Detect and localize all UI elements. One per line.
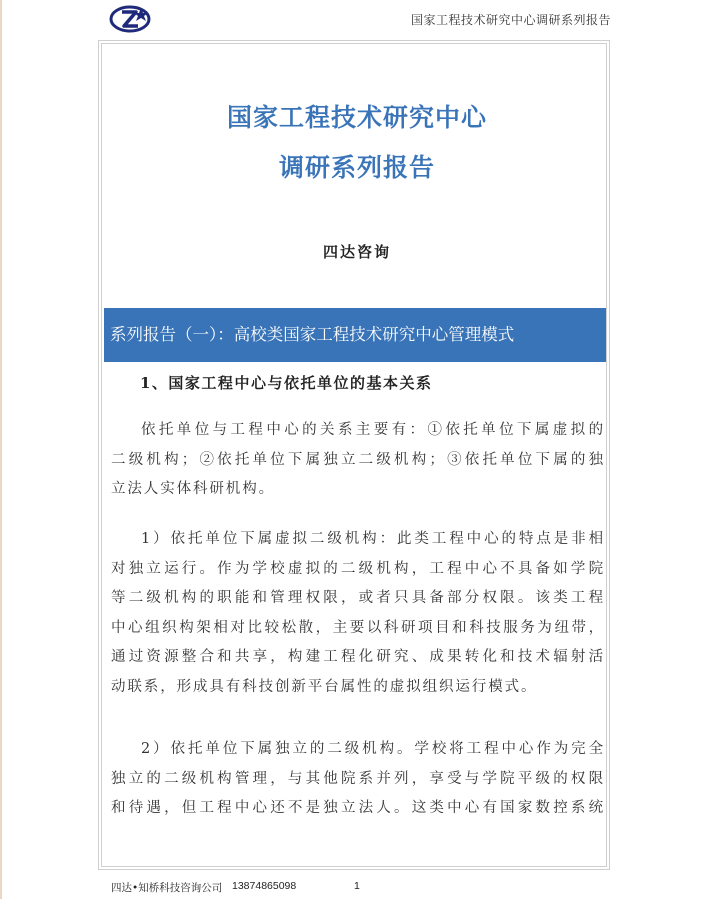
- text-line: 等二级机构的职能和管理权限，或者只具备部分权限。该类工程: [111, 590, 605, 606]
- series-banner: 系列报告（一）：高校类国家工程技术研究中心管理模式: [104, 308, 606, 362]
- report-title-line1: 国家工程技术研究中心: [226, 103, 487, 132]
- running-header: 国家工程技术研究中心调研系列报告: [410, 13, 611, 27]
- report-author: 四达咨询: [322, 243, 391, 261]
- text-line: 1）依托单位下属虚拟二级机构：此类工程中心的特点是非相: [141, 531, 605, 547]
- text-line: 二级机构；②依托单位下属独立二级机构；③依托单位下属的独: [111, 451, 605, 468]
- text-line: 独立的二级机构管理，与其他院系并列，享受与学院平级的权限: [111, 770, 605, 787]
- page-left-edge: [0, 0, 2, 899]
- text-line: 依托单位与工程中心的关系主要有：①依托单位下属虚拟的: [141, 422, 605, 438]
- footer-page-number: 1: [354, 880, 360, 892]
- report-title-line2: 调研系列报告: [278, 153, 435, 182]
- text-line: 通过资源整合和共享，构建工程化研究、成果转化和技术辐射活: [111, 649, 605, 665]
- company-logo-icon: [108, 4, 152, 34]
- text-line: 和待遇，但工程中心还不是独立法人。这类中心有国家数控系统: [111, 800, 605, 816]
- text-line: 对独立运行。作为学校虚拟的二级机构，工程中心不具备如学院: [111, 560, 605, 577]
- text-line: 中心组织构架相对比较松散，主要以科研项目和科技服务为纽带，: [111, 619, 605, 636]
- paragraph-relationship-types: [111, 416, 605, 505]
- footer-company: 四达•知桥科技咨询公司: [111, 882, 223, 894]
- text-line: 动联系，形成具有科技创新平台属性的虚拟组织运行模式。: [111, 678, 538, 695]
- paragraph-independent-secondary-org: [111, 735, 605, 824]
- text-line: 立法人实体科研机构。: [111, 481, 275, 497]
- paragraph-virtual-secondary-org: [111, 525, 605, 702]
- footer-phone: 13874865098: [232, 880, 297, 892]
- section-heading: 1、国家工程中心与依托单位的基本关系: [140, 374, 433, 392]
- text-line: 2）依托单位下属独立的二级机构。学校将工程中心作为完全: [141, 741, 605, 757]
